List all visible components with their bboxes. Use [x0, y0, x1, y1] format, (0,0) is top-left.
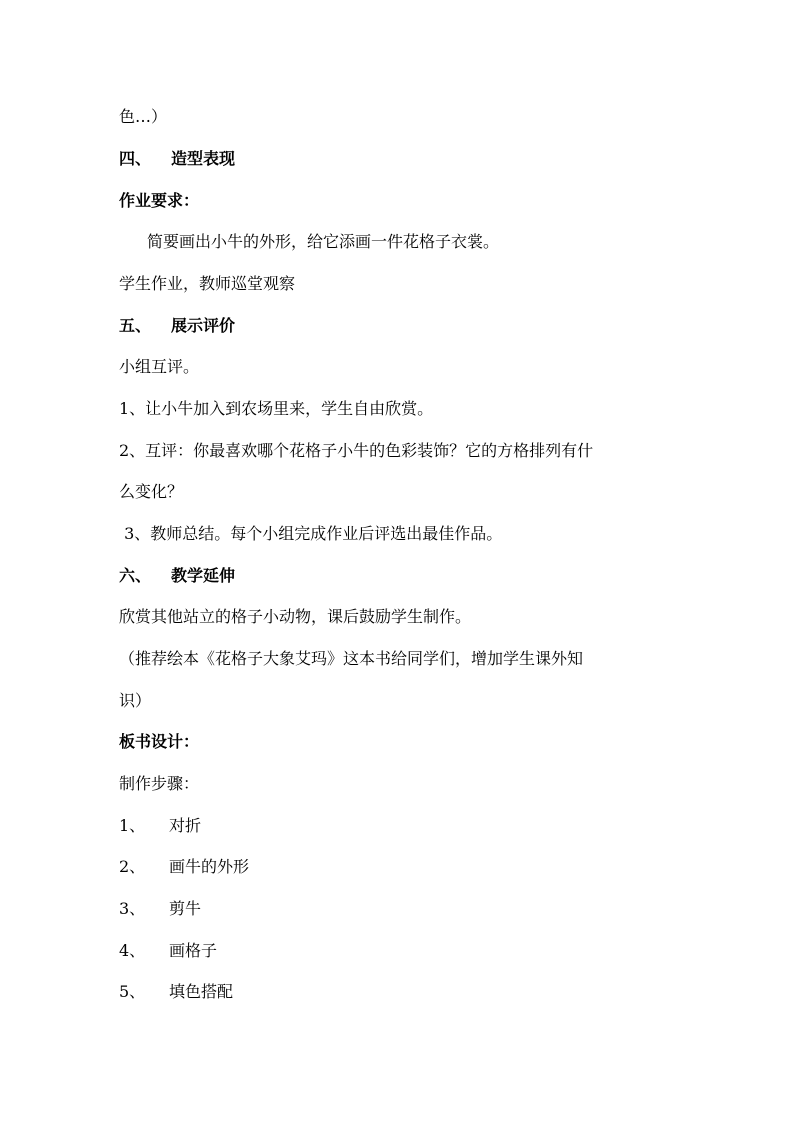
- list-item-2-line-2: 么变化？: [119, 482, 184, 501]
- section-heading-4: [119, 148, 235, 170]
- text-line-continuation: 色…）: [119, 107, 168, 126]
- group-eval-text: 小组互评。: [119, 357, 200, 376]
- list-item-2-line-1: 2、互评：你最喜欢哪个花格子小牛的色彩装饰？它的方格排列有什: [119, 441, 594, 460]
- section-heading-6: [119, 565, 235, 587]
- step-text: 画牛的外形: [169, 857, 250, 876]
- list-item-3: 3、教师总结。每个小组完成作业后评选出最佳作品。: [119, 524, 503, 543]
- step-number: 1、: [119, 816, 146, 835]
- list-item-1: 1、让小牛加入到农场里来，学生自由欣赏。: [119, 399, 434, 418]
- board-design-heading: 板书设计：: [119, 732, 200, 751]
- step-text: 填色搭配: [169, 982, 234, 1001]
- section-title: 造型表现: [171, 149, 236, 168]
- section-number: 四、: [119, 149, 152, 168]
- section-number: 六、: [119, 566, 152, 585]
- homework-text: 简要画出小牛的外形，给它添画一件花格子衣裳。: [147, 232, 500, 251]
- recommend-line-2: 识）: [119, 691, 152, 710]
- student-work-text: 学生作业，教师巡堂观察: [119, 274, 296, 293]
- step-number: 5、: [119, 982, 146, 1001]
- section-title: 展示评价: [171, 316, 236, 335]
- section-heading-5: [119, 315, 235, 337]
- step-text: 剪牛: [169, 899, 202, 918]
- step-text: 对折: [169, 816, 202, 835]
- section-title: 教学延伸: [171, 566, 236, 585]
- step-text: 画格子: [169, 941, 218, 960]
- extension-text: 欣赏其他站立的格子小动物，课后鼓励学生制作。: [119, 607, 472, 626]
- recommend-line-1: （推荐绘本《花格子大象艾玛》这本书给同学们，增加学生课外知: [119, 649, 584, 668]
- steps-heading: 制作步骤：: [119, 774, 200, 793]
- step-number: 2、: [119, 857, 146, 876]
- step-number: 3、: [119, 899, 146, 918]
- step-number: 4、: [119, 941, 146, 960]
- section-number: 五、: [119, 316, 152, 335]
- homework-heading: 作业要求：: [119, 191, 200, 210]
